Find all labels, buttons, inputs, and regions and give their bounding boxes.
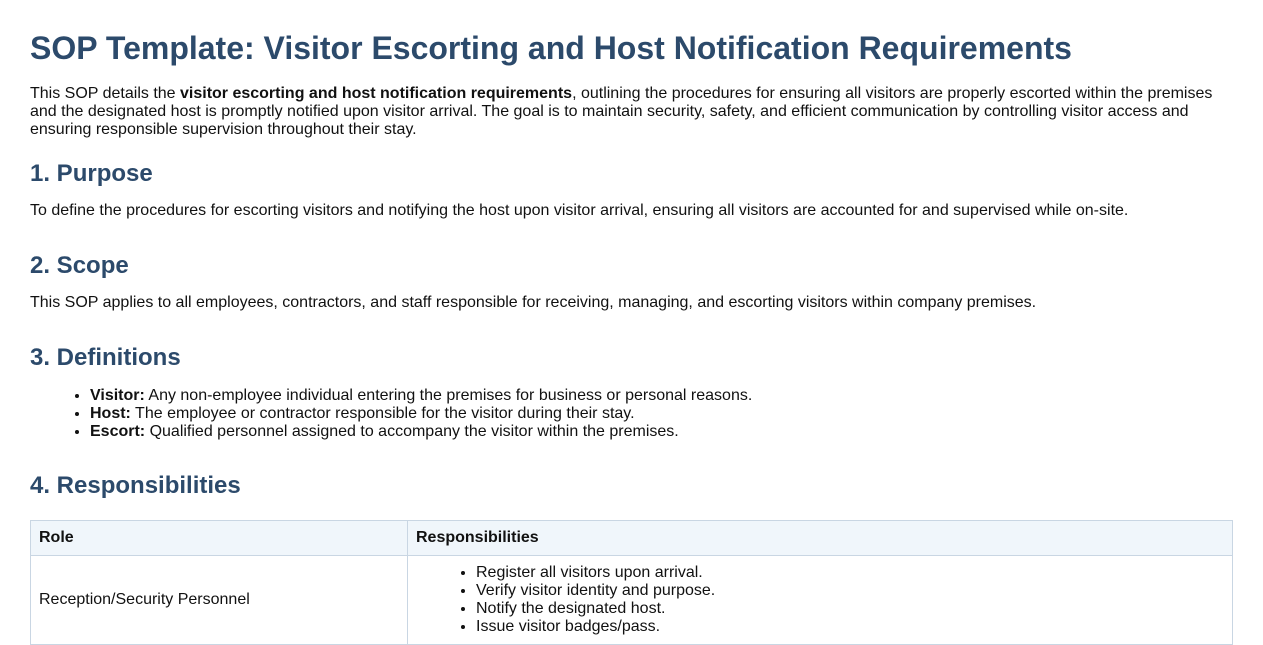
responsibilities-heading: 4. Responsibilities xyxy=(30,472,241,499)
definition-term: Escort: xyxy=(90,423,146,440)
intro-suffix: , outlining the procedures for ensuring all visitors are properly escorted within the premises and the designated host is promptly notified upon visitor arrival. The goal is to maintain security, safety, and efficient communication by controlling visitor access and ensuring responsible supervision throughout their stay. xyxy=(30,85,1213,138)
scope-heading: 2. Scope xyxy=(30,252,129,279)
list-item: • Register all visitors upon arrival. xyxy=(476,564,1224,582)
definition-item xyxy=(90,405,1233,423)
definition-text: Any non-employee individual entering the premises for business or personal reasons. xyxy=(144,387,753,404)
definition-text: Qualified personnel assigned to accompany the visitor within the premises. xyxy=(145,423,679,440)
definition-item xyxy=(90,423,1233,441)
definition-item xyxy=(90,387,1233,405)
list-item: • Verify visitor identity and purpose. xyxy=(476,582,1224,600)
intro-paragraph xyxy=(30,85,1233,139)
table-header-row xyxy=(31,521,1233,556)
intro-prefix: This SOP details the xyxy=(30,85,180,102)
intro-bold: visitor escorting and host notification requirements xyxy=(180,85,573,102)
definition-text: The employee or contractor responsible for the visitor during their stay. xyxy=(130,405,635,422)
column-header-role: Role xyxy=(31,521,408,556)
purpose-text: To define the procedures for escorting visitors and notifying the host upon visitor arrival, ensuring all visitors are accounted for and supervised while on-site. xyxy=(30,202,1129,219)
definition-term: Host: xyxy=(90,405,131,422)
list-item: • Issue visitor badges/pass. xyxy=(476,618,1224,636)
responsibilities-list xyxy=(416,564,1224,636)
table-row xyxy=(31,556,1233,645)
page-title: SOP Template: Visitor Escorting and Host Notification Requirements xyxy=(30,30,1072,66)
definitions-list xyxy=(30,387,1233,441)
role-cell: Reception/Security Personnel xyxy=(31,556,408,645)
definition-term: Visitor: xyxy=(90,387,145,404)
scope-text: This SOP applies to all employees, contractors, and staff responsible for receiving, managing, and escorting visitors within company premises. xyxy=(30,294,1037,311)
responsibilities-cell xyxy=(408,556,1233,645)
definitions-heading: 3. Definitions xyxy=(30,344,181,371)
purpose-heading: 1. Purpose xyxy=(30,160,153,187)
responsibilities-table xyxy=(30,520,1233,645)
column-header-responsibilities: Responsibilities xyxy=(408,521,1233,556)
list-item: • Notify the designated host. xyxy=(476,600,1224,618)
